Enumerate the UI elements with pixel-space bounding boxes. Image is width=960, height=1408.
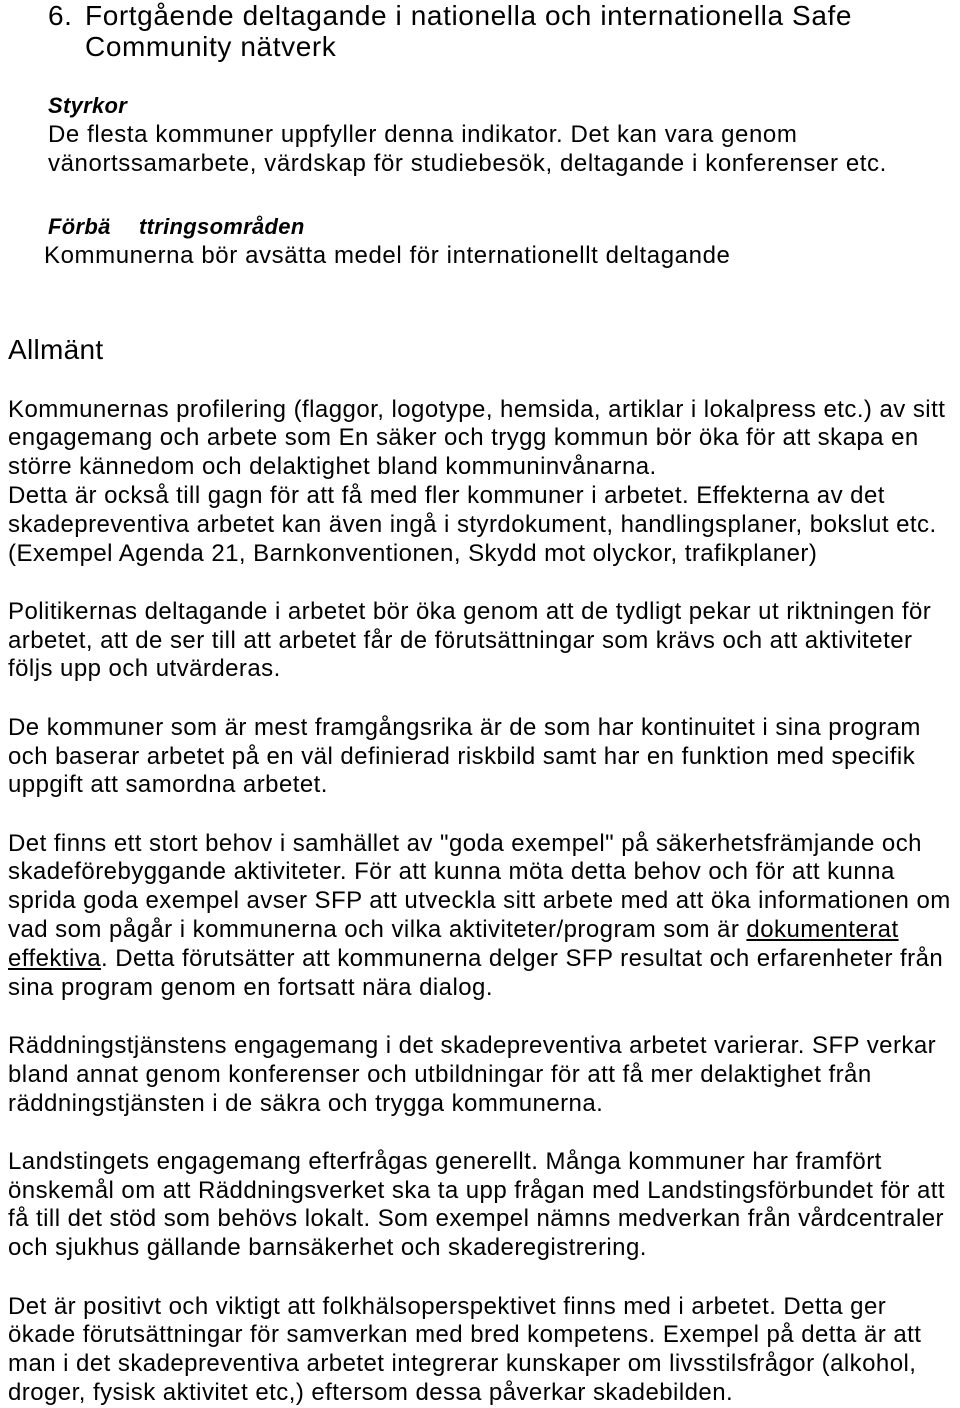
- paragraph-line: uppgift att samordna arbetet.: [8, 771, 328, 799]
- paragraph-line: följs upp och utvärderas.: [8, 655, 281, 683]
- underlined-text: dokumenterat: [746, 916, 899, 944]
- paragraph-line: bland annat genom konferenser och utbildningar för att få mer delaktighet från: [8, 1060, 872, 1088]
- paragraph-line: sina program genom en fortsatt nära dialog.: [8, 973, 493, 1001]
- paragraph-line: arbetet, att de ser till att arbetet får de förutsättningar som krävs och att aktiviteter: [8, 626, 913, 654]
- paragraph-line: man i det skadepreventiva arbetet integrerar kunskaper om livsstilsfrågor (alkohol,: [8, 1350, 917, 1378]
- section-title-line: Fortgående deltagande i nationella och internationella Safe: [85, 0, 853, 31]
- paragraph-line: (Exempel Agenda 21, Barnkonventionen, Skydd mot olyckor, trafikplaner): [8, 539, 818, 567]
- paragraph: [8, 714, 958, 800]
- strengths-label: Styrkor: [48, 92, 128, 118]
- paragraph-line: droger, fysisk aktivitet etc,) eftersom dessa påverkar skadebilden.: [8, 1378, 734, 1406]
- improvements-section: [44, 212, 731, 270]
- underlined-text: effektiva: [8, 944, 101, 972]
- paragraph-line: större kännedom och delaktighet bland kommuninvånarna.: [8, 453, 657, 481]
- paragraph: [8, 396, 958, 569]
- section-heading: [48, 0, 852, 62]
- paragraph-line: Räddningstjänstens engagemang i det skadepreventiva arbetet varierar. SFP verkar: [8, 1031, 937, 1059]
- section-number: 6.: [48, 0, 73, 31]
- paragraph-line: Kommunernas profilering (flaggor, logotype, hemsida, artiklar i lokalpress etc.) av sitt: [8, 395, 946, 423]
- paragraph-line: Det finns ett stort behov i samhället av "goda exempel" på säkerhetsfrämjande och: [8, 829, 922, 857]
- strengths-section: [48, 91, 887, 178]
- paragraph-line: engagemang och arbete som En säker och trygg kommun bör öka för att skapa en: [8, 424, 919, 452]
- paragraph-line: ökade förutsättningar för samverkan med bred kompetens. Exempel på detta är att: [8, 1321, 922, 1349]
- improvements-label: Förbä ttringsområden: [48, 213, 305, 239]
- paragraph: [8, 830, 958, 1003]
- paragraph-line: sprida goda exempel avser SFP att utveckla sitt arbete med att öka informationen om: [8, 887, 951, 915]
- paragraph: [8, 1293, 958, 1408]
- section-title: [85, 0, 852, 62]
- general-body: [8, 396, 958, 1408]
- paragraph-line: Detta är också till gagn för att få med fler kommuner i arbetet. Effekterna av det: [8, 481, 885, 509]
- improvements-text-line: Kommunerna bör avsätta medel för internationellt deltagande: [44, 241, 731, 269]
- paragraph-line: skadepreventiva arbetet kan även ingå i styrdokument, handlingsplaner, bokslut etc.: [8, 510, 937, 538]
- text-segment: . Detta förutsätter att kommunerna delger SFP resultat och erfarenheter från: [101, 944, 944, 972]
- paragraph: [8, 1032, 958, 1118]
- general-heading: Allmänt: [8, 334, 104, 365]
- paragraph-line: skadeförebyggande aktiviteter. För att kunna möta detta behov och för att kunna: [8, 858, 895, 886]
- text-segment: vad som pågår i kommunerna och vilka aktiviteter/program som är: [8, 916, 747, 944]
- paragraph-line: [8, 945, 958, 974]
- section-title-line: Community nätverk: [85, 31, 337, 62]
- paragraph-line: Politikernas deltagande i arbetet bör öka genom att de tydligt pekar ut riktningen för: [8, 597, 932, 625]
- paragraph-line: önskemål om att Räddningsverket ska ta upp frågan med Landstingsförbundet för att: [8, 1176, 945, 1204]
- paragraph-line: De kommuner som är mest framgångsrika är de som har kontinuitet i sina program: [8, 713, 921, 741]
- paragraph-line: räddningstjänsten i de säkra och trygga kommunerna.: [8, 1089, 604, 1117]
- paragraph: [8, 1148, 958, 1263]
- paragraph-line: Landstingets engagemang efterfrågas generellt. Många kommuner har framfört: [8, 1147, 882, 1175]
- strengths-text-line: vänortssamarbete, värdskap för studiebesök, deltagande i konferenser etc.: [48, 149, 887, 177]
- paragraph-line: och baserar arbetet på en väl definierad riskbild samt har en funktion med specifik: [8, 742, 916, 770]
- paragraph-line: och sjukhus gällande barnsäkerhet och skaderegistrering.: [8, 1234, 647, 1262]
- paragraph-line: [8, 916, 958, 945]
- paragraph-line: Det är positivt och viktigt att folkhälsoperspektivet finns med i arbetet. Detta ger: [8, 1292, 887, 1320]
- strengths-text-line: De flesta kommuner uppfyller denna indikator. Det kan vara genom: [48, 120, 798, 148]
- paragraph-line: få till det stöd som behövs lokalt. Som exempel nämns medverkan från vårdcentraler: [8, 1205, 944, 1233]
- paragraph: [8, 598, 958, 684]
